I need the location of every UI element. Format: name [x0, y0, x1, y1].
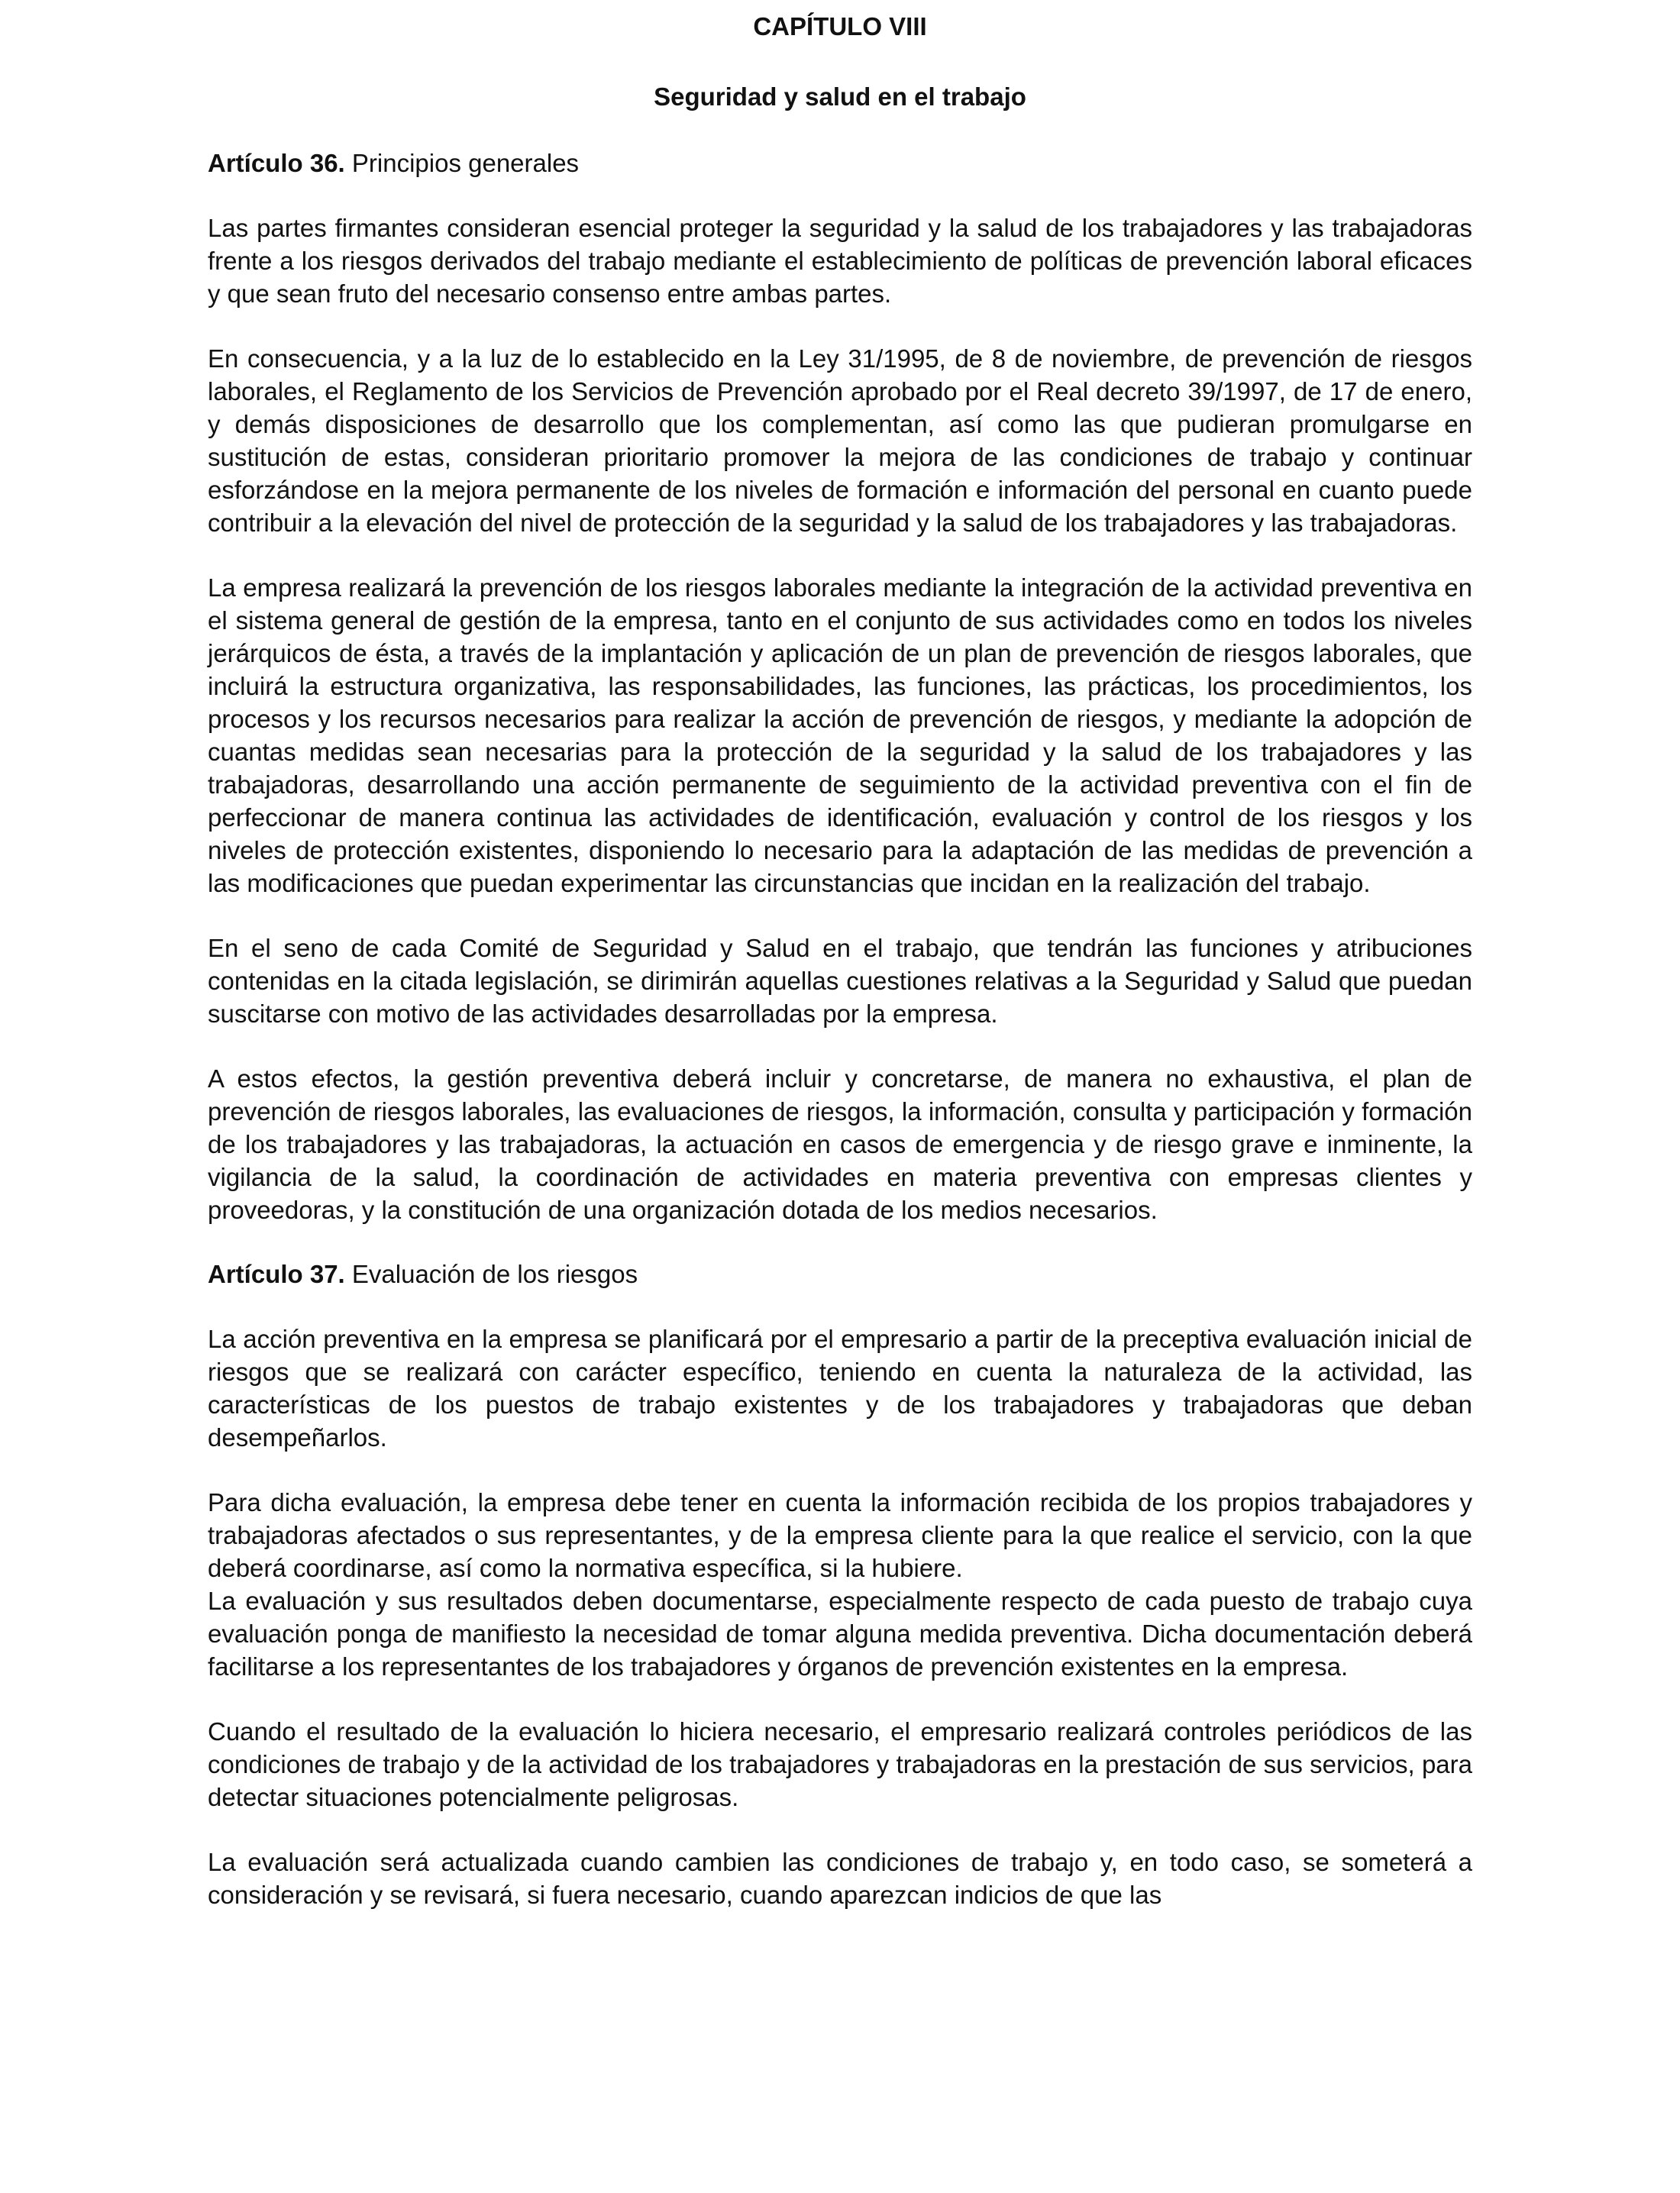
article-37-paragraph-5: La evaluación será actualizada cuando cambien las condiciones de trabajo y, en todo caso, se someterá a consideración y se revisará, si fuera necesario, cuando aparezcan indicios de que las — [208, 1848, 1472, 1909]
document-body — [208, 147, 1472, 1943]
article-36-paragraph-5: A estos efectos, la gestión preventiva deberá incluir y concretarse, de manera no exhaustiva, el plan de prevención de riesgos laborales, las evaluaciones de riesgos, la información, consulta y participación y formación de los trabajadores y las trabajadoras, la actuación en casos de emergencia y de riesgo grave e inminente, la vigilancia de la salud, la coordinación de actividades en materia preventiva con empresas clientes y proveedoras, y la constitución de una organización dotada de los medios necesarios. — [208, 1064, 1472, 1224]
article-36-heading — [208, 147, 1472, 179]
article-36-paragraph-1: Las partes firmantes consideran esencial proteger la seguridad y la salud de los trabajadores y las trabajadoras frente a los riesgos derivados del trabajo mediante el establecimiento de políticas de prevención laboral eficaces y que sean fruto del necesario consenso entre ambas partes. — [208, 214, 1472, 308]
article-37-number: Artículo 37. — [208, 1260, 345, 1288]
article-36-title: Principios generales — [351, 149, 580, 177]
article-37-heading — [208, 1258, 1472, 1290]
article-37-paragraph-4: Cuando el resultado de la evaluación lo hiciera necesario, el empresario realizará controles periódicos de las condiciones de trabajo y de la actividad de los trabajadores y trabajadoras en la prestación de sus servicios, para detectar situaciones potencialmente peligrosas. — [208, 1717, 1472, 1811]
article-36-paragraph-4: En el seno de cada Comité de Seguridad y Salud en el trabajo, que tendrán las funciones y atribuciones contenidas en la citada legislación, se dirimirán aquellas cuestiones relativas a la Seguridad y Salud que puedan suscitarse con motivo de las actividades desarrolladas por la empresa. — [208, 934, 1472, 1028]
article-37-paragraph-1: La acción preventiva en la empresa se planificará por el empresario a partir de la preceptiva evaluación inicial de riesgos que se realizará con carácter específico, teniendo en cuenta la naturaleza de la actividad, las características de los puestos de trabajo existentes y de los trabajadores y trabajadoras que deban desempeñarlos. — [208, 1325, 1472, 1452]
article-37-paragraph-2: Para dicha evaluación, la empresa debe tener en cuenta la información recibida de los propios trabajadores y trabajadoras afectados o sus representantes, y de la empresa cliente para la que realice el servicio, con la que deberá coordinarse, así como la normativa específica, si la hubiere. — [208, 1488, 1472, 1582]
article-36-paragraph-3: La empresa realizará la prevención de los riesgos laborales mediante la integración de la actividad preventiva en el sistema general de gestión de la empresa, tanto en el conjunto de sus actividades como en todos los niveles jerárquicos de ésta, a través de la implantación y aplicación de un plan de prevención de riesgos laborales, que incluirá la estructura organizativa, las responsabilidades, las funciones, las prácticas, los procedimientos, los procesos y los recursos necesarios para realizar la acción de prevención de riesgos, y mediante la adopción de cuantas medidas sean necesarias para la protección de la seguridad y la salud de los trabajadores y las trabajadoras, desarrollando una acción permanente de seguimiento de la actividad preventiva con el fin de perfeccionar de manera continua las actividades de identificación, evaluación y control de los riesgos y los niveles de protección existentes, disponiendo lo necesario para la adaptación de las medidas de prevención a las modificaciones que puedan experimentar las circunstancias que incidan en la realización del trabajo. — [208, 573, 1472, 897]
article-36-paragraph-2: En consecuencia, y a la luz de lo establecido en la Ley 31/1995, de 8 de noviembre, de prevención de riesgos laborales, el Reglamento de los Servicios de Prevención aprobado por el Real decreto 39/1997, de 17 de enero, y demás disposiciones de desarrollo que los complementan, así como las que pudieran promulgarse en sustitución de estas, consideran prioritario promover la mejora de las condiciones de trabajo y continuar esforzándose en la mejora permanente de los niveles de formación e información del personal en cuanto puede contribuir a la elevación del nivel de protección de la seguridad y la salud de los trabajadores y las trabajadoras. — [208, 344, 1472, 537]
article-37-title: Evaluación de los riesgos — [351, 1260, 638, 1288]
chapter-title: CAPÍTULO VIII — [753, 12, 927, 40]
article-36-number: Artículo 36. — [208, 149, 345, 177]
article-37-paragraph-3: La evaluación y sus resultados deben documentarse, especialmente respecto de cada puesto de trabajo cuya evaluación ponga de manifiesto la necesidad de tomar alguna medida preventiva. Dicha documentación deberá facilitarse a los representantes de los trabajadores y órganos de prevención existentes en la empresa. — [208, 1587, 1472, 1681]
chapter-subtitle: Seguridad y salud en el trabajo — [654, 82, 1026, 111]
